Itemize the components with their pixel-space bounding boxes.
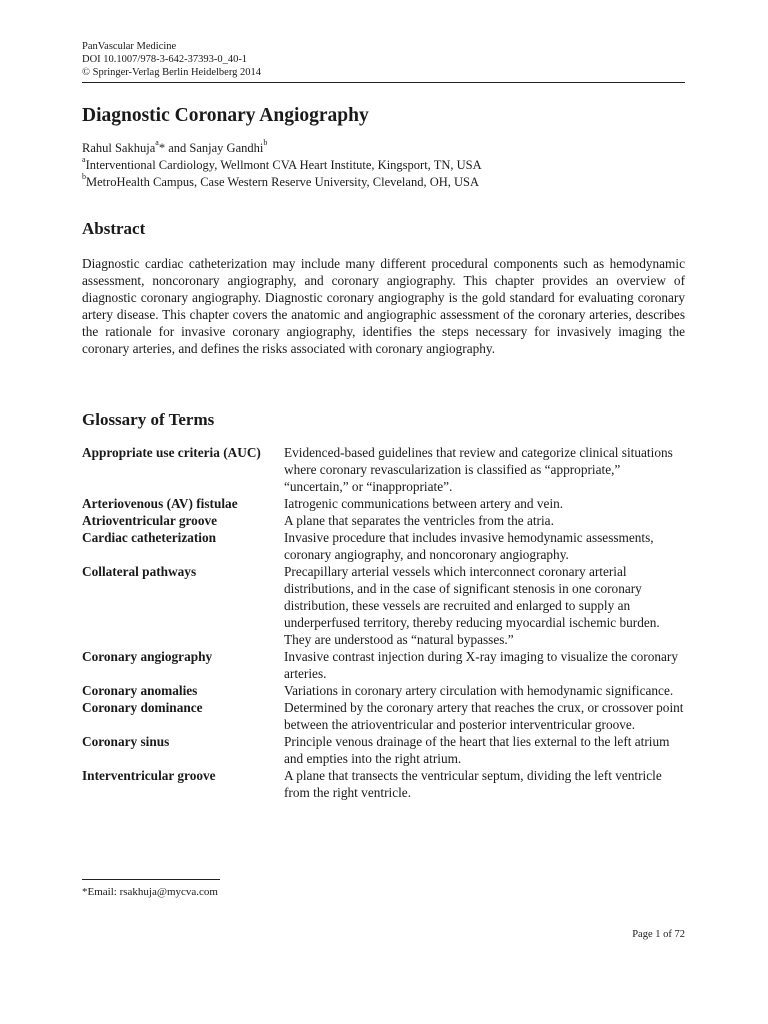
glossary-row <box>82 529 685 563</box>
glossary-term: Coronary angiography <box>82 649 213 664</box>
glossary-term: Coronary dominance <box>82 700 203 715</box>
glossary-heading: Glossary of Terms <box>82 410 215 429</box>
author-2: Sanjay Gandhi <box>189 141 264 155</box>
glossary-definition: Invasive contrast injection during X-ray imaging to visualize the coronary arteries. <box>284 649 678 681</box>
glossary-term: Interventricular groove <box>82 768 216 783</box>
glossary-term: Coronary anomalies <box>82 683 198 698</box>
author-1-affil-mark: a <box>155 138 159 147</box>
glossary-term: Collateral pathways <box>82 564 197 579</box>
glossary-term: Coronary sinus <box>82 734 170 749</box>
glossary-list <box>82 444 685 801</box>
glossary-definition: Iatrogenic communications between artery and vein. <box>284 496 564 511</box>
glossary-row <box>82 733 685 767</box>
doi[interactable]: DOI 10.1007/978-3-642-37393-0_40-1 <box>82 54 248 65</box>
glossary-definition: Evidenced-based guidelines that review and categorize clinical situations where coronary revascularization is classified as “appropriate,” “uncertain,” or “inappropriate”. <box>284 445 673 494</box>
abstract-text: Diagnostic cardiac catheterization may include many different procedural components such as hemodynamic assessment, noncoronary angiography, and coronary angiography. This chapter provides an overview of diagnostic coronary angiography. Diagnostic coronary angiography is the gold standard for evaluating coronary artery disease. This chapter covers the anatomic and angiographic assessment of the coronary arteries, describes the rationale for invasive coronary angiography, identifies the steps necessary for invasively imaging the coronary arteries, and defines the risks associated with coronary angiography. <box>82 256 685 356</box>
glossary-term: Appropriate use criteria (AUC) <box>82 445 261 460</box>
running-header <box>82 40 261 79</box>
copyright: © Springer-Verlag Berlin Heidelberg 2014 <box>82 67 262 78</box>
page-number: Page 1 of 72 <box>632 929 685 940</box>
glossary-term: Cardiac catheterization <box>82 530 217 545</box>
glossary-definition: A plane that separates the ventricles from the atria. <box>284 513 554 528</box>
glossary-row <box>82 495 685 512</box>
glossary-term: Atrioventricular groove <box>82 513 218 528</box>
header-rule <box>82 82 685 83</box>
glossary-definition: Precapillary arterial vessels which interconnect coronary arterial distributions, and in the case of significant stenosis in one coronary distribution, these vessels are recruited and enlarged to supply an underperfused territory, thereby reducing myocardial ischemic burden. They are understood as “natural bypasses.” <box>284 564 660 647</box>
glossary-row <box>82 512 685 529</box>
author-block <box>82 140 482 191</box>
footnote-rule <box>82 879 220 880</box>
glossary-definition: A plane that transects the ventricular septum, dividing the left ventricle from the right ventricle. <box>284 768 662 800</box>
corresponding-mark: * <box>158 141 166 155</box>
affiliation-a: $^a$Interventional Cardiology, Wellmont CVA Heart Institute, Kingsport, TN, USA <box>82 155 482 172</box>
affiliation-b: $^b$MetroHealth Campus, Case Western Reserve University, Cleveland, OH, USA <box>82 172 480 189</box>
glossary-row <box>82 648 685 682</box>
book-title: PanVascular Medicine <box>82 41 177 52</box>
glossary-definition: Determined by the coronary artery that reaches the crux, or crossover point between the atrioventricular and posterior interventricular groove. <box>284 700 684 732</box>
author-1: Rahul Sakhuja <box>82 141 156 155</box>
abstract-heading: Abstract <box>82 219 146 238</box>
glossary-row <box>82 767 685 801</box>
glossary-row <box>82 563 685 648</box>
glossary-row <box>82 699 685 733</box>
glossary-row <box>82 444 685 495</box>
footnote: *Email: rsakhuja@mycva.com <box>82 886 218 898</box>
glossary-row <box>82 682 685 699</box>
glossary-definition: Principle venous drainage of the heart that lies external to the left atrium and empties into the right atrium. <box>284 734 670 766</box>
glossary-definition: Invasive procedure that includes invasive hemodynamic assessments, coronary angiography, and noncoronary angiography. <box>284 530 654 562</box>
author-conjunction: and <box>165 141 190 155</box>
glossary-term: Arteriovenous (AV) fistulae <box>82 496 238 511</box>
author-line <box>82 140 482 157</box>
author-2-affil-mark: b <box>263 138 268 147</box>
glossary-definition: Variations in coronary artery circulation with hemodynamic significance. <box>284 683 674 698</box>
chapter-title: Diagnostic Coronary Angiography <box>82 105 369 126</box>
